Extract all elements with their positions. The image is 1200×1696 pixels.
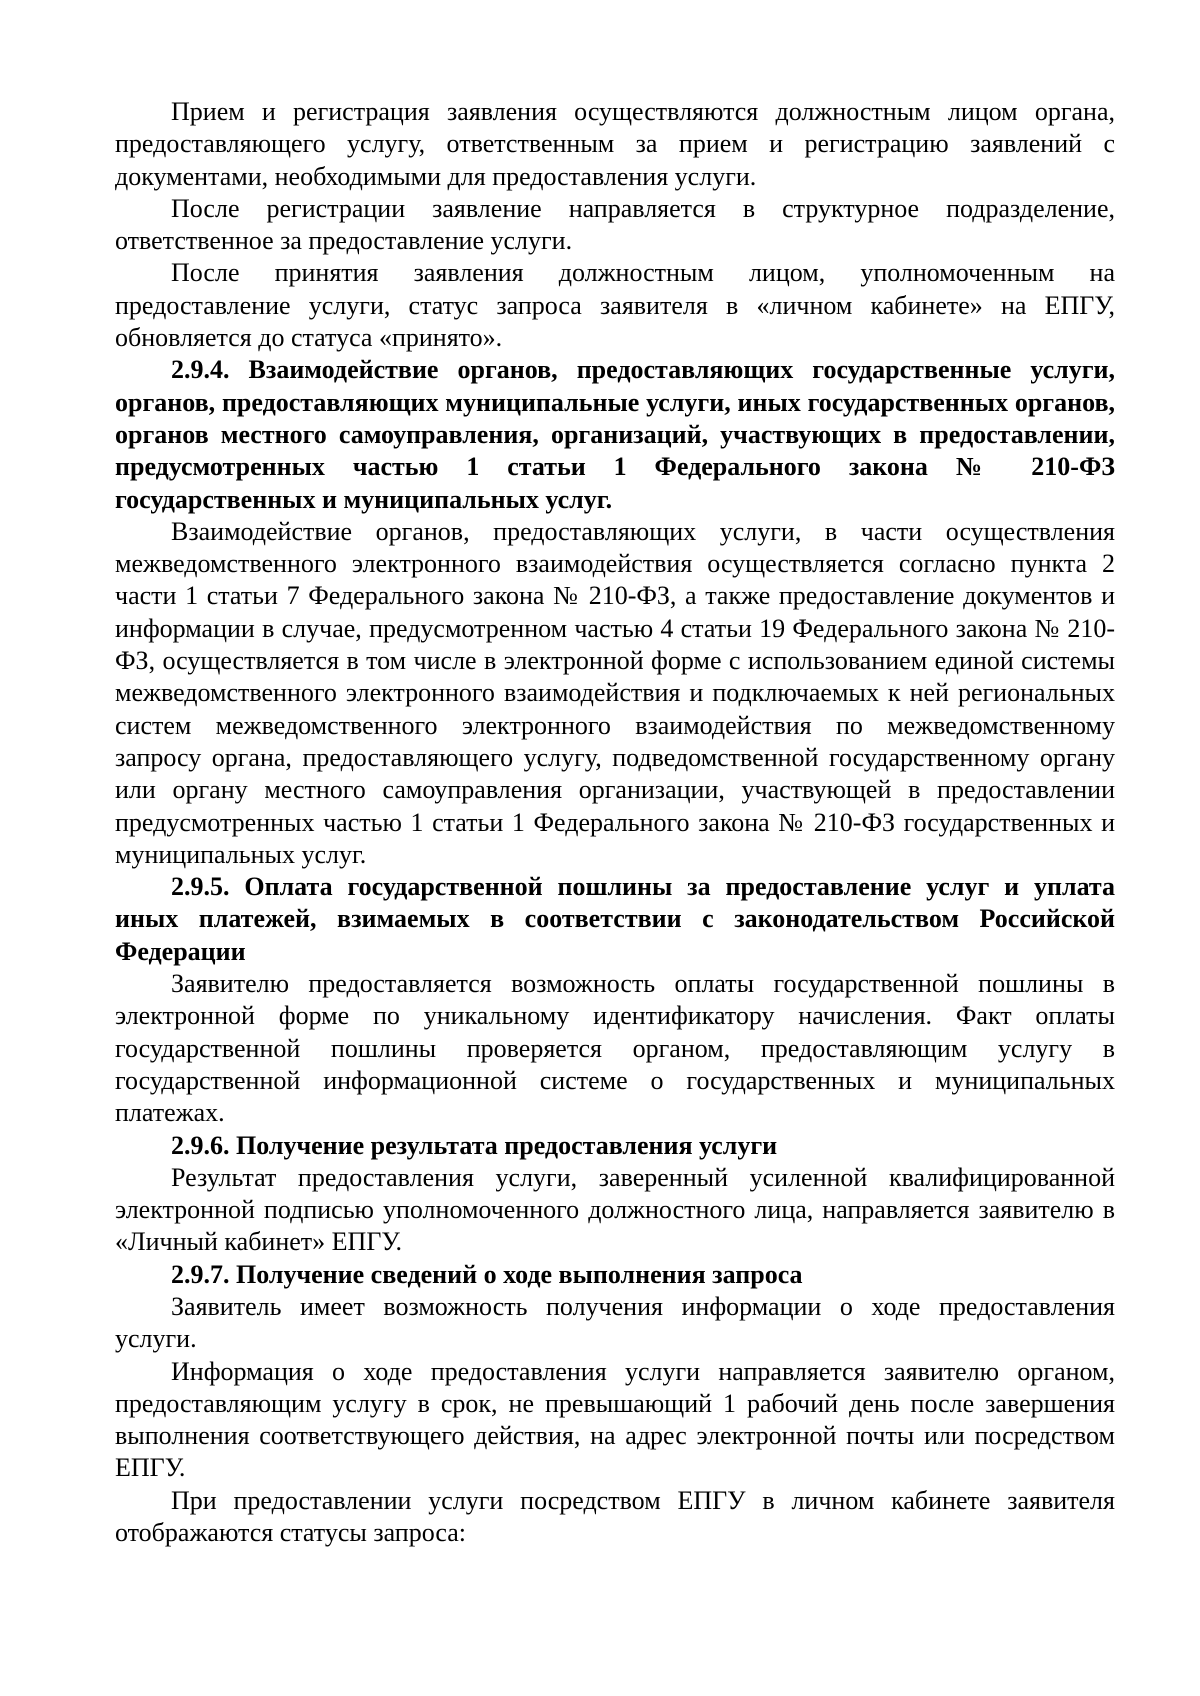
paragraph-progress-delivery: Информация о ходе предоставления услуги направляется заявителю органом, предоставляющим услугу в срок, не превышающий 1 рабочий день после завершения выполнения соответствующего действия, на адрес электронной почты или посредством ЕПГУ. xyxy=(115,1356,1115,1483)
paragraph-result-delivery: Результат предоставления услуги, заверенный усиленной квалифицированной электронной подписью уполномоченного должностного лица, направляется заявителю в «Личный кабинет» ЕПГУ. xyxy=(115,1162,1115,1257)
paragraph-registration: Прием и регистрация заявления осуществляются должностным лицом органа, предоставляющего услугу, ответственным за прием и регистрацию заявлений с документами, необходимыми для предоставления услуги. xyxy=(115,97,1115,191)
paragraph-status-accepted: После принятия заявления должностным лицом, уполномоченным на предоставление услуги, статус запроса заявителя в «личном кабинете» на ЕПГУ, обновляется до статуса «принято». xyxy=(115,258,1115,353)
heading-2-9-6: 2.9.6. Получение результата предоставления услуги xyxy=(171,1130,778,1160)
paragraph-interagency-interaction: Взаимодействие органов, предоставляющих услуги, в части осуществления межведомственного электронного взаимодействия осуществляется согласно пункта 2 части 1 статьи 7 Федерального закона № 210-ФЗ, а также предоставление документов и информации в случае, предусмотренном частью 4 статьи 19 Федерального закона № 210-ФЗ, осуществляется в том числе в электронной форме с использованием единой системы межведомственного электронного взаимодействия и подключаемых к ней региональных систем межведомственного электронного взаимодействия по межведомственному запросу органа, предоставляющего услугу, подведомственной государственному органу или органу местного самоуправления организации, участвующей в предоставлении предусмотренных частью 1 статьи 1 Федерального закона № 210-ФЗ государственных и муниципальных услуг. xyxy=(115,516,1115,869)
paragraph-request-statuses: При предоставлении услуги посредством ЕПГУ в личном кабинете заявителя отображаются статусы запроса: xyxy=(115,1485,1115,1548)
paragraph-after-registration: После регистрации заявление направляется в структурное подразделение, ответственное за предоставление услуги. xyxy=(115,193,1115,256)
paragraph-duty-payment: Заявителю предоставляется возможность оплаты государственной пошлины в электронной форме по уникальному идентификатору начисления. Факт оплаты государственной пошлины проверяется органом, предоставляющим услугу в государственной информационной системе о государственных и муниципальных платежах. xyxy=(115,969,1115,1128)
heading-2-9-7: 2.9.7. Получение сведений о ходе выполнения запроса xyxy=(171,1259,803,1289)
paragraph-progress-info: Заявитель имеет возможность получения информации о ходе предоставления услуги. xyxy=(115,1291,1115,1354)
heading-2-9-4: 2.9.4. Взаимодействие органов, предоставляющих государственные услуги, органов, предоставляющих муниципальные услуги, иных государственных органов, органов местного самоуправления, организаций, участвующих в предоставлении, предусмотренных частью 1 статьи 1 Федерального закона № 210-ФЗ государственных и муниципальных услуг. xyxy=(115,355,1115,514)
heading-2-9-5: 2.9.5. Оплата государственной пошлины за предоставление услуг и уплата иных платежей, взимаемых в соответствии с законодательством Российской Федерации xyxy=(115,872,1115,966)
document-page xyxy=(115,96,1115,1549)
